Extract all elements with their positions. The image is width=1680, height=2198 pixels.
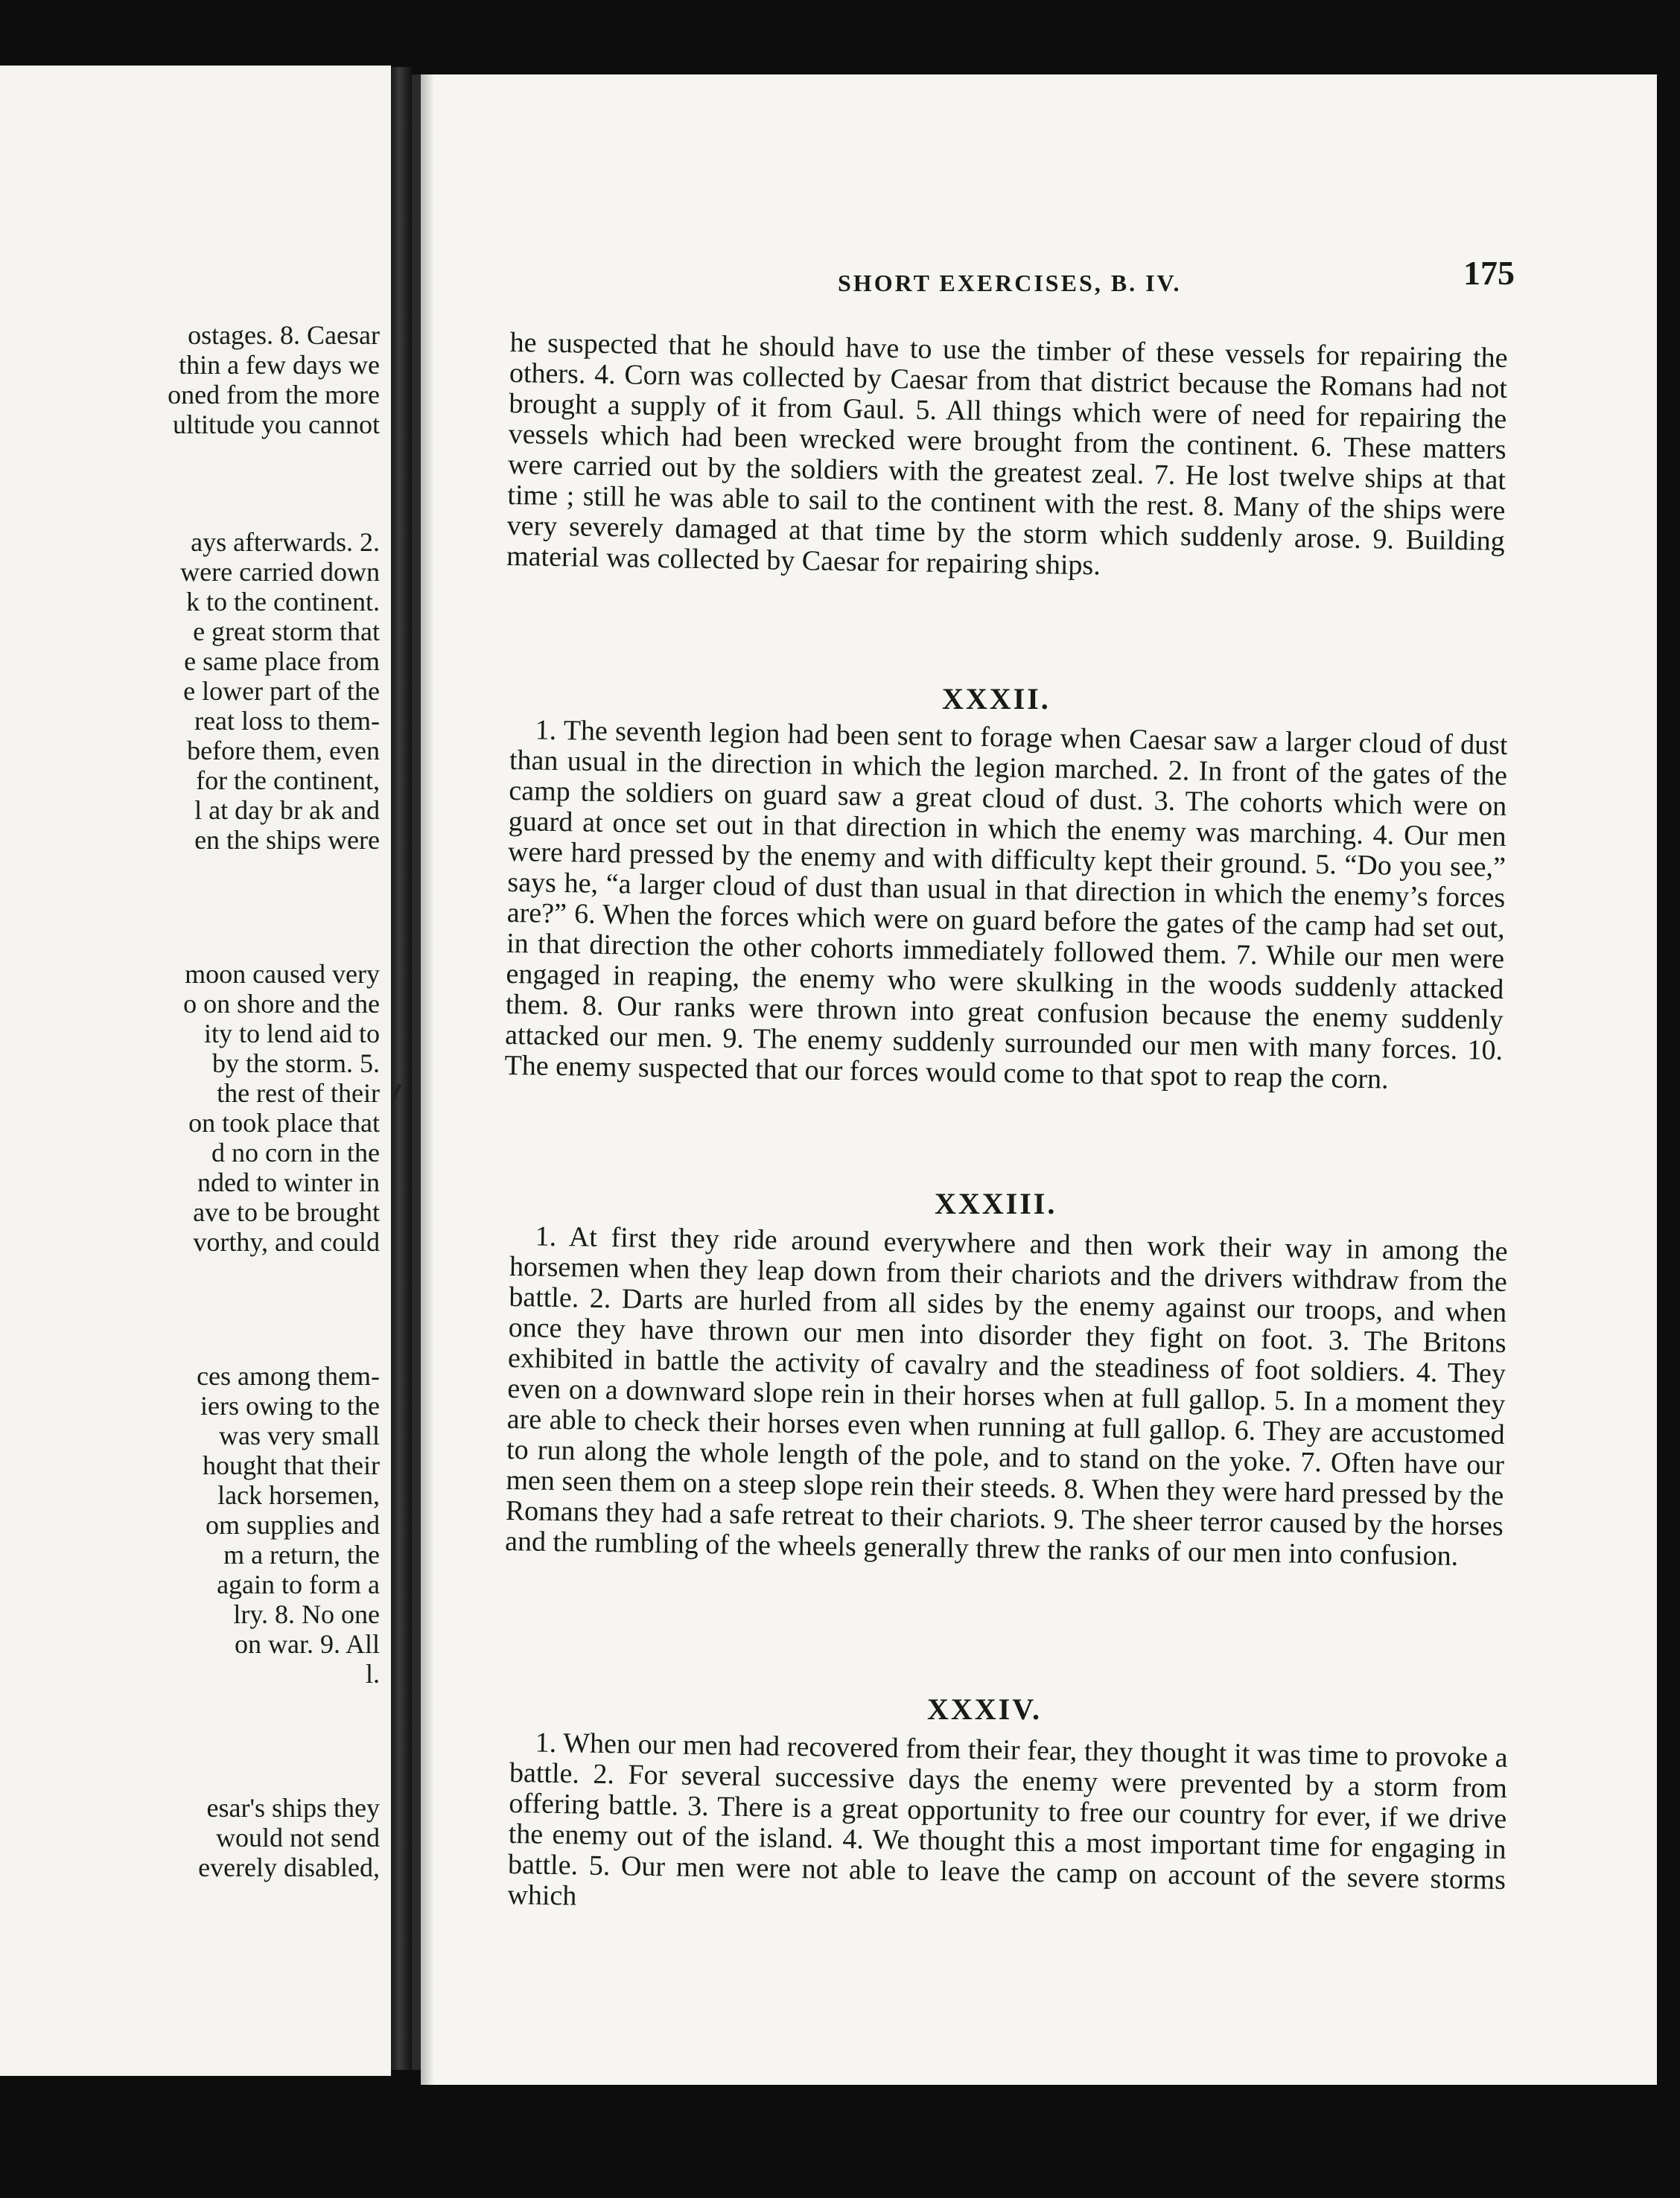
left-line: on took place that — [188, 1108, 380, 1138]
section-body-xxxii — [504, 715, 1508, 1097]
continuation-paragraph — [506, 328, 1508, 587]
left-line: e lower part of the — [183, 676, 380, 706]
page-number: 175 — [1463, 254, 1515, 292]
section-heading-xxxii: XXXII. — [942, 682, 1051, 716]
left-fragment-group-4 — [0, 1361, 387, 1689]
left-line: everely disabled, — [198, 1853, 380, 1882]
left-line: l. — [365, 1659, 380, 1689]
left-line: e great storm that — [193, 617, 380, 646]
left-fragment-group-2 — [0, 527, 387, 855]
left-fragment-group-5 — [0, 1793, 387, 1882]
left-line: vorthy, and could — [193, 1227, 380, 1257]
left-line: ultitude you cannot — [173, 410, 380, 439]
left-line: oned from the more — [168, 380, 380, 410]
left-line: l at day br ak and — [194, 795, 380, 825]
left-line: m a return, the — [223, 1540, 380, 1570]
left-fragment-group-3 — [0, 959, 387, 1257]
section-text: 1. At first they ride around everywhere and then work their way in among the horsemen when they leap down from their chariots and the drivers withdraw from the battle. 2. Darts are hurled from all sides by the enemy against our troops, and when once they have thrown our men into disorder they fight on foot. 3. The Britons exhibited in battle the activity of cavalry and the steadiness of foot soldiers. 4. They even on a downward slope rein in their horses when at full gallop. 5. In a moment they are able to check their horses even when running at full gallop. 6. They are accustomed to run along the whole length of the pole, and to stand on the yoke. 7. Often have our men seen them on a steep slope rein their steeds. 8. When they were hard pressed by the Romans they had a safe retreat to their chariots. 9. The sheer terror caused by the horses and the rumbling of the wheels generally threw the ranks of our men into confusion. — [504, 1220, 1508, 1573]
left-line: om supplies and — [206, 1510, 380, 1540]
right-page — [421, 74, 1657, 2085]
section-body-xxxiv — [507, 1727, 1508, 1926]
left-line: ave to be brought — [193, 1197, 380, 1227]
section-heading-xxxiv: XXXIV. — [927, 1692, 1042, 1726]
left-line: by the storm. 5. — [212, 1048, 380, 1078]
left-line: ostages. 8. Caesar — [188, 320, 380, 350]
left-line: o on shore and the — [183, 989, 380, 1019]
left-line: ces among them- — [197, 1361, 380, 1391]
spine-shadow — [412, 74, 421, 2070]
left-line: reat loss to them- — [194, 706, 380, 736]
left-fragment-group-1 — [0, 320, 387, 439]
left-line: e same place from — [184, 646, 380, 676]
left-line: ity to lend aid to — [204, 1019, 380, 1048]
left-line: iers owing to the — [200, 1391, 380, 1421]
left-line: k to the continent. — [186, 587, 380, 617]
left-line: lry. 8. No one — [233, 1599, 380, 1629]
left-line: lack horsemen, — [217, 1480, 380, 1510]
section-heading-xxxiii: XXXIII. — [935, 1187, 1057, 1220]
continuation-text: he suspected that he should have to use the timber of these vessels for repairing the others. 4. Corn was collected by Caesar from that district because the Romans had not brought a supply of it from Gaul. 5. All things which were of need for repairing the vessels which had been wrecked were brought from the continent. 6. These matters were carried out by the soldiers with the greatest zeal. 7. He lost twelve ships at that time ; still he was able to sail to the continent with the rest. 8. Many of the ships were very severely damaged at that time by the storm which suddenly arose. 9. Building material was collected by Caesar for repairing ships. — [506, 327, 1508, 582]
left-line: d no corn in the — [211, 1138, 380, 1168]
left-line: before them, even — [187, 736, 380, 765]
left-line: thin a few days we — [179, 350, 380, 380]
left-line: esar's ships they — [206, 1793, 380, 1823]
left-line: nded to winter in — [197, 1168, 380, 1197]
left-line: on war. 9. All — [235, 1629, 380, 1659]
left-line: en the ships were — [194, 825, 380, 855]
left-line: ays afterwards. 2. — [191, 527, 380, 557]
section-body-xxxiii — [505, 1221, 1508, 1573]
left-line: again to form a — [217, 1570, 380, 1599]
left-line: was very small — [219, 1421, 380, 1450]
book-gutter — [391, 67, 412, 2070]
left-line: hought that their — [203, 1450, 380, 1480]
left-line: were carried down — [180, 557, 380, 587]
section-text: 1. The seventh legion had been sent to forage when Caesar saw a larger cloud of dust than usual in the direction in which the legion marched. 2. In front of the gates of the camp the soldiers on guard saw a great cloud of dust. 3. The cohorts which were on guard at once set out in that direction in which the enemy was marching. 4. Our men were hard pressed by the enemy and with difficulty kept their ground. 5. “Do you see,” says he, “a larger cloud of dust than usual in that direction in which the enemy’s forces are?” 6. When the forces which were on guard before the gates of the camp had set out, in that direction the other cohorts immediately followed them. 7. While our men were engaged in reaping, the enemy who were skulking in the woods suddenly attacked them. 8. Our ranks were thrown into great confusion because the enemy suddenly attacked our men. 9. The enemy suddenly surrounded our men with many forces. 10. The enemy suspected that our forces would come to that spot to reap the corn. — [504, 714, 1508, 1095]
running-head: SHORT EXERCISES, B. IV. — [838, 270, 1182, 296]
left-line: for the continent, — [196, 765, 380, 795]
section-text: 1. When our men had recovered from their fear, they thought it was time to provoke a battle. 2. For several successive days the enemy were prevented by a storm from offering battle. 3. There is a great opportunity to free our country for ever, if we drive the enemy out of the island. 4. We thought this a most important time for engaging in battle. 5. Our men were not able to leave the camp on account of the severe storms which — [507, 1727, 1508, 1912]
left-line: would not send — [216, 1823, 380, 1853]
left-line: the rest of their — [217, 1078, 380, 1108]
left-line: moon caused very — [185, 959, 380, 989]
left-page — [0, 66, 391, 2076]
scan-frame-edge — [1668, 67, 1680, 2077]
